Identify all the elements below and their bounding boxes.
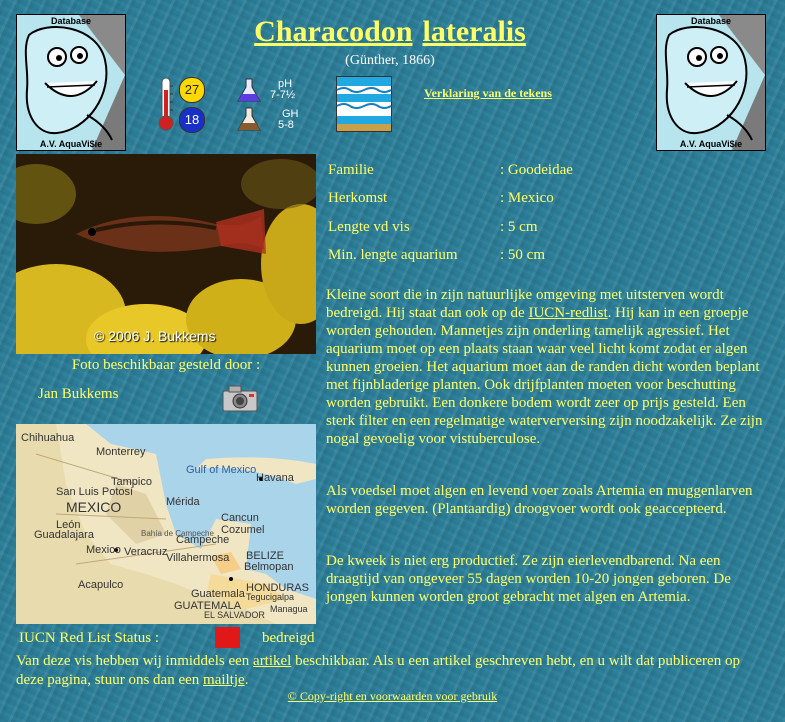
range-map	[16, 424, 316, 624]
map-chihuahua: Chihuahua	[21, 432, 75, 444]
iucn-status-label: IUCN Red List Status :	[19, 630, 160, 646]
map-monterrey: Monterrey	[96, 446, 146, 458]
logo-right	[656, 14, 766, 151]
ph-flask-icon	[236, 77, 262, 103]
map-gulf-label: Gulf of Mexico	[186, 464, 257, 476]
fact-value-length: : 5 cm	[500, 219, 538, 235]
legend-link[interactable]: Verklaring van de tekens	[424, 86, 552, 100]
map-guatemala: GUATEMALA	[174, 600, 242, 612]
fact-label-length: Lengte vd vis	[328, 219, 410, 235]
ph-label: pH	[278, 78, 293, 90]
logo-left	[16, 14, 126, 151]
fact-label-aquarium: Min. lengte aquarium	[328, 247, 458, 263]
genus-name: Characodon	[254, 15, 413, 48]
map-mexico-label: MEXICO	[66, 499, 122, 515]
fact-value-origin: : Mexico	[500, 190, 554, 206]
species-name: lateralis	[422, 15, 526, 48]
map-cancun: Cancun	[221, 512, 259, 524]
map-managua: Managua	[270, 604, 308, 614]
page-title	[130, 15, 650, 49]
map-honduras: HONDURAS	[246, 582, 309, 594]
map-tampico: Tampico	[111, 476, 152, 488]
map-guadalajara: Guadalajara	[34, 529, 94, 541]
map-villahermosa: Villahermosa	[166, 552, 230, 564]
mail-link[interactable]: mailtje	[203, 672, 245, 688]
iucn-status-swatch	[215, 627, 240, 648]
ph-value: 7-7½	[270, 89, 296, 101]
photo-copyright: © 2006 J. Bukkems	[94, 328, 216, 344]
map-belmopan: Belmopan	[244, 561, 294, 573]
fish-logo-icon	[657, 15, 765, 150]
map-bahia: Bahía de Campeche	[141, 529, 214, 538]
camera-icon[interactable]	[221, 383, 259, 413]
footer-text-part: .	[244, 672, 249, 688]
description-text: Kleine soort die in zijn natuurlijke omgeving met uitsterven wordt bedreigd. Hij staat dan ook op de	[326, 287, 724, 321]
map-cozumel: Cozumel	[221, 524, 265, 536]
gh-label: GH	[282, 108, 299, 120]
logo-club-text: A.V. AquaVi$ie	[679, 139, 743, 149]
photo-credit-label: Foto beschikbaar gesteld door :	[71, 357, 261, 373]
gh-value: 5-8	[278, 119, 294, 131]
logo-database-text: Database	[690, 16, 732, 26]
map-guatemala-city: Guatemala	[191, 588, 245, 600]
photo-credit-name: Jan Bukkems	[38, 386, 119, 402]
map-acapulco: Acapulco	[78, 579, 124, 591]
thermometer-icon	[156, 76, 176, 132]
description-paragraph-1	[326, 286, 771, 448]
fact-label-origin: Herkomst	[328, 190, 388, 206]
footer-text-part: beschikbaar. Als u een artikel geschreven hebt, en u wilt dat publiceren op deze pagina, stuur ons dan een	[16, 653, 740, 688]
map-mexico-city: Mexico	[86, 544, 121, 556]
map-tegucigalpa: Tegucigalpa	[246, 592, 295, 602]
copyright-link[interactable]: © Copy-right en voorwaarden voor gebruik	[287, 689, 498, 703]
iucn-status-value: bedreigd	[262, 630, 315, 646]
description-paragraph-3: De kweek is niet erg productief. Ze zijn eierlevendbarend. Na een draagtijd van ongeveer 55 dagen worden 10-20 jongen geboren. De jongen kunnen worden groot gebracht met algen en Artemia.	[326, 553, 731, 605]
fact-value-aquarium: : 50 cm	[500, 247, 545, 263]
temp-max-badge: 27	[179, 77, 205, 103]
footer-text-part: Van deze vis hebben wij inmiddels een	[16, 653, 254, 669]
map-leon: León	[56, 519, 81, 531]
fact-value-family: : Goodeidae	[500, 162, 573, 178]
map-merida: Mérida	[166, 496, 200, 508]
logo-database-text: Database	[50, 16, 92, 26]
map-havana: Havana	[256, 472, 294, 484]
fish-logo-icon	[17, 15, 125, 150]
article-link[interactable]: artikel	[253, 653, 292, 669]
species-author: (Günther, 1866)	[345, 53, 435, 68]
footer-text	[16, 652, 756, 690]
map-veracruz: Veracruz	[124, 546, 168, 558]
fact-label-family: Familie	[328, 162, 374, 178]
map-campeche: Campeche	[176, 534, 230, 546]
water-zone-icon	[336, 76, 392, 132]
map-belize: BELIZE	[246, 550, 284, 562]
map-el-salvador: EL SALVADOR	[204, 610, 265, 620]
logo-club-text: A.V. AquaVi$ie	[39, 139, 103, 149]
description-text: . Hij kan in een groepje worden gehouden. Mannetjes zijn onderling tamelijk agressief. Het aquarium moet op een plaats staan waar veel licht komt zodat er algen kunnen groeien. Het aquarium moet aan de randen dicht worden beplant met fijnbladerige planten. Ook drijfplanten moeten voor beschutting worden gebruikt. Een donkere bodem wordt zeer op prijs gesteld. Een sterk filter en een regelmatige waterverversing zijn noodzakelijk. Ze zijn nogal gevoelig voor vistuberculose.	[326, 305, 763, 447]
temp-min-badge: 18	[179, 107, 205, 133]
fish-photo-image	[16, 154, 316, 354]
map-san-luis: San Luis Potosí	[56, 486, 134, 498]
gh-flask-icon	[236, 106, 262, 132]
iucn-redlist-link[interactable]: IUCN-redlist	[528, 305, 608, 321]
description-paragraph-2: Als voedsel moet algen en levend voer zoals Artemia en muggenlarven worden gegeven. (Plantaardig) droogvoer wordt ook geaccepteerd.	[326, 483, 753, 517]
fish-photo	[16, 154, 316, 354]
